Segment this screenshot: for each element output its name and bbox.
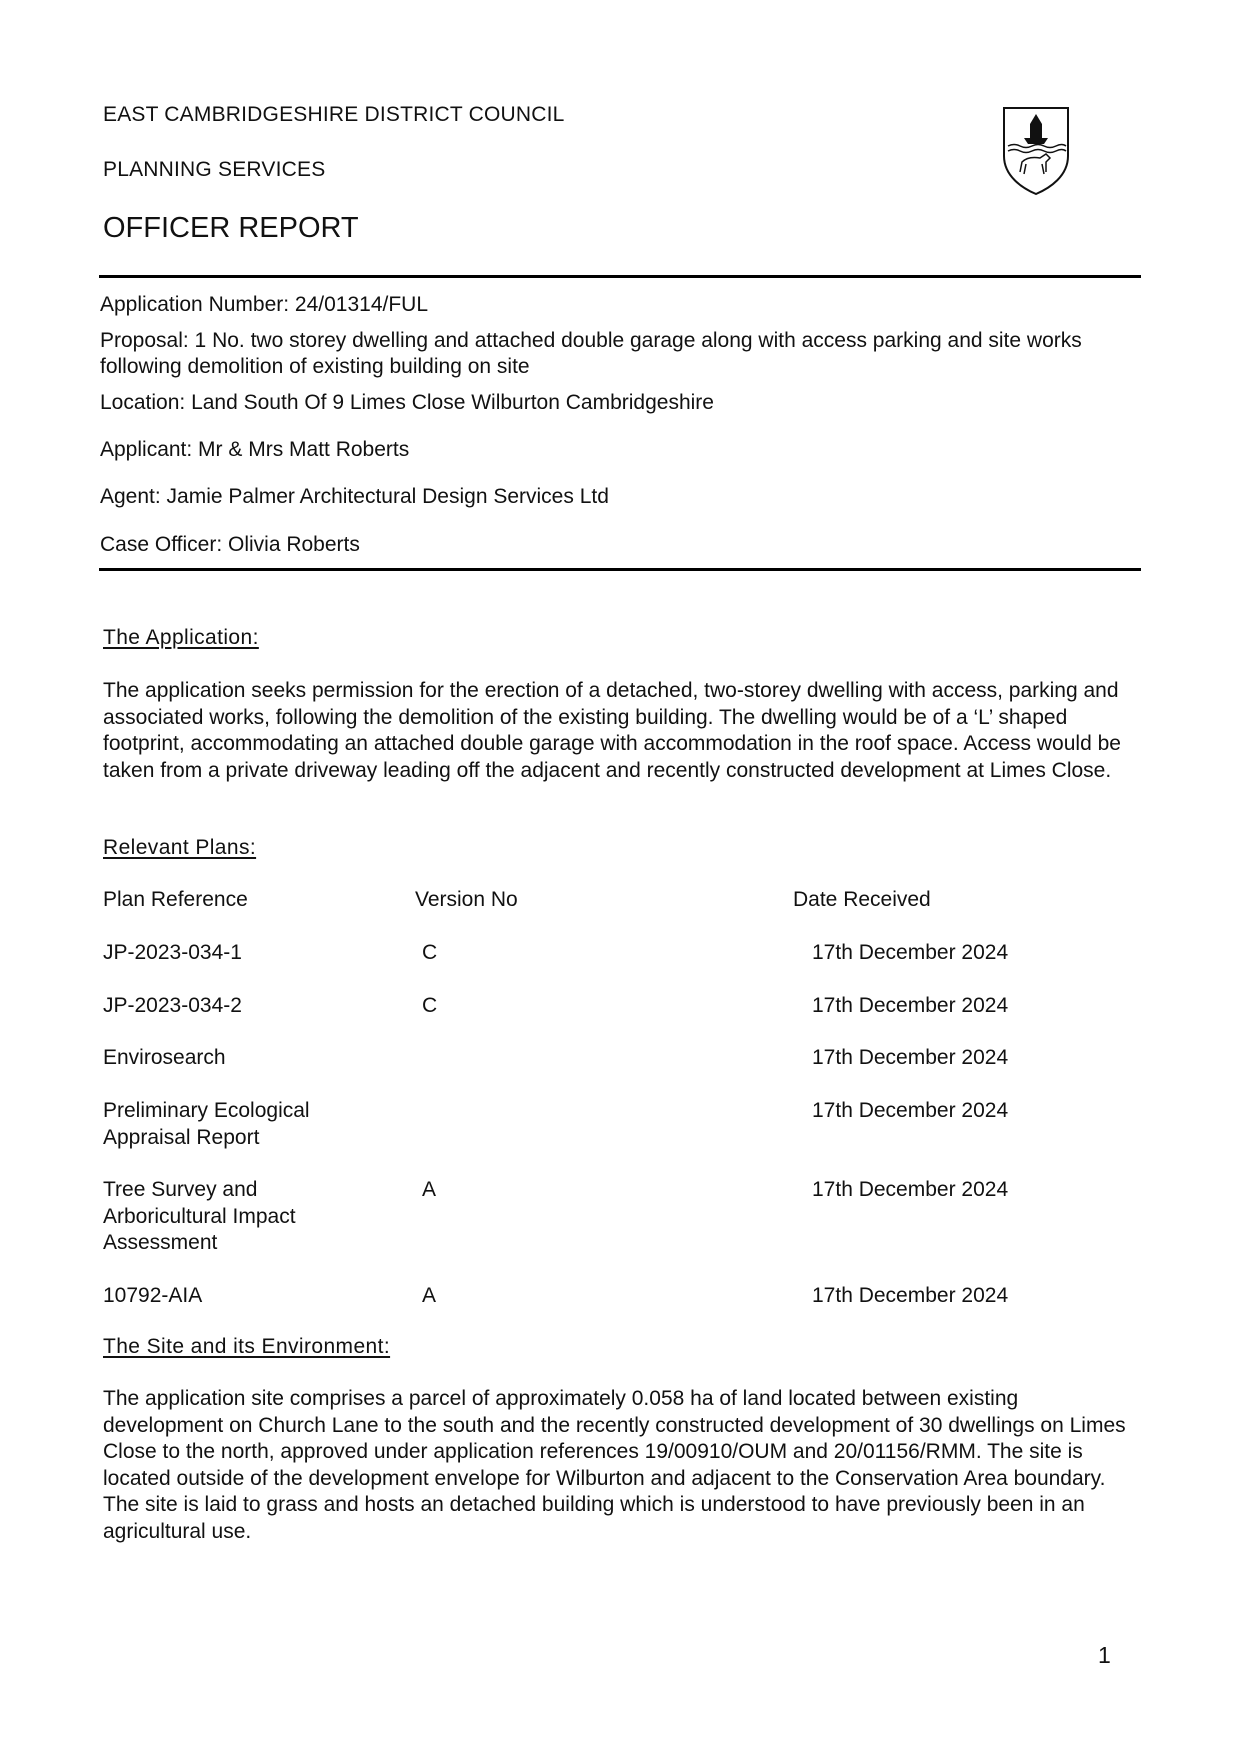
page-number: 1 [1098, 1642, 1111, 1668]
report-title: OFFICER REPORT [103, 212, 359, 244]
application-number: Application Number: 24/01314/FUL [100, 293, 429, 316]
department-name: PLANNING SERVICES [103, 158, 326, 181]
plan-version: A [422, 1284, 437, 1307]
plan-date: 17th December 2024 [812, 1046, 1009, 1069]
column-header-plan-reference: Plan Reference [103, 888, 248, 911]
plan-date: 17th December 2024 [812, 1178, 1009, 1201]
column-header-date-received: Date Received [793, 888, 931, 911]
plan-ref: JP-2023-034-1 [103, 941, 242, 964]
case-officer: Case Officer: Olivia Roberts [100, 533, 360, 556]
application-heading: The Application: [103, 626, 259, 649]
application-body: The application seeks permission for the erection of a detached, two-storey dwelling with access, parking and associated works, following the demolition of the existing building. The dwelling would be of a ‘L’ shaped footprint, accommodating an attached double garage with accommodation in the roof space. Access would be taken from a private driveway leading off the adjacent and recently constructed development at Limes Close. [103, 679, 1121, 782]
council-crest-icon [1000, 106, 1072, 196]
top-rule [99, 275, 1141, 278]
site-heading: The Site and its Environment: [103, 1335, 391, 1358]
plan-date: 17th December 2024 [812, 1099, 1009, 1122]
plan-version: C [422, 994, 438, 1017]
plan-version: A [422, 1178, 437, 1201]
location: Location: Land South Of 9 Limes Close Wilburton Cambridgeshire [100, 391, 714, 414]
plan-ref: JP-2023-034-2 [103, 994, 242, 1017]
plan-date: 17th December 2024 [812, 1284, 1009, 1307]
plan-ref: Tree Survey and Arboricultural Impact Assessment [103, 1178, 296, 1254]
plan-date: 17th December 2024 [812, 941, 1009, 964]
plan-ref: Preliminary Ecological Appraisal Report [103, 1099, 310, 1149]
agent: Agent: Jamie Palmer Architectural Design Services Ltd [100, 485, 609, 508]
plan-date: 17th December 2024 [812, 994, 1009, 1017]
council-name: EAST CAMBRIDGESHIRE DISTRICT COUNCIL [103, 103, 565, 126]
proposal: Proposal: 1 No. two storey dwelling and attached double garage along with access parking and site works following demolition of existing building on site [100, 329, 1082, 378]
plan-ref: Envirosearch [103, 1046, 226, 1069]
column-header-version: Version No [415, 888, 518, 911]
relevant-plans-heading: Relevant Plans: [103, 836, 257, 859]
bottom-rule [99, 568, 1141, 571]
applicant: Applicant: Mr & Mrs Matt Roberts [100, 438, 410, 461]
site-body: The application site comprises a parcel of approximately 0.058 ha of land located between existing development on Church Lane to the south and the recently constructed development of 30 dwellings on Limes Close to the north, approved under application references 19/00910/OUM and 20/01156/RMM. The site is located outside of the development envelope for Wilburton and adjacent to the Conservation Area boundary. The site is laid to grass and hosts an detached building which is understood to have previously been in an agricultural use. [103, 1387, 1126, 1543]
plan-version: C [422, 941, 438, 964]
plan-ref: 10792-AIA [103, 1284, 203, 1307]
